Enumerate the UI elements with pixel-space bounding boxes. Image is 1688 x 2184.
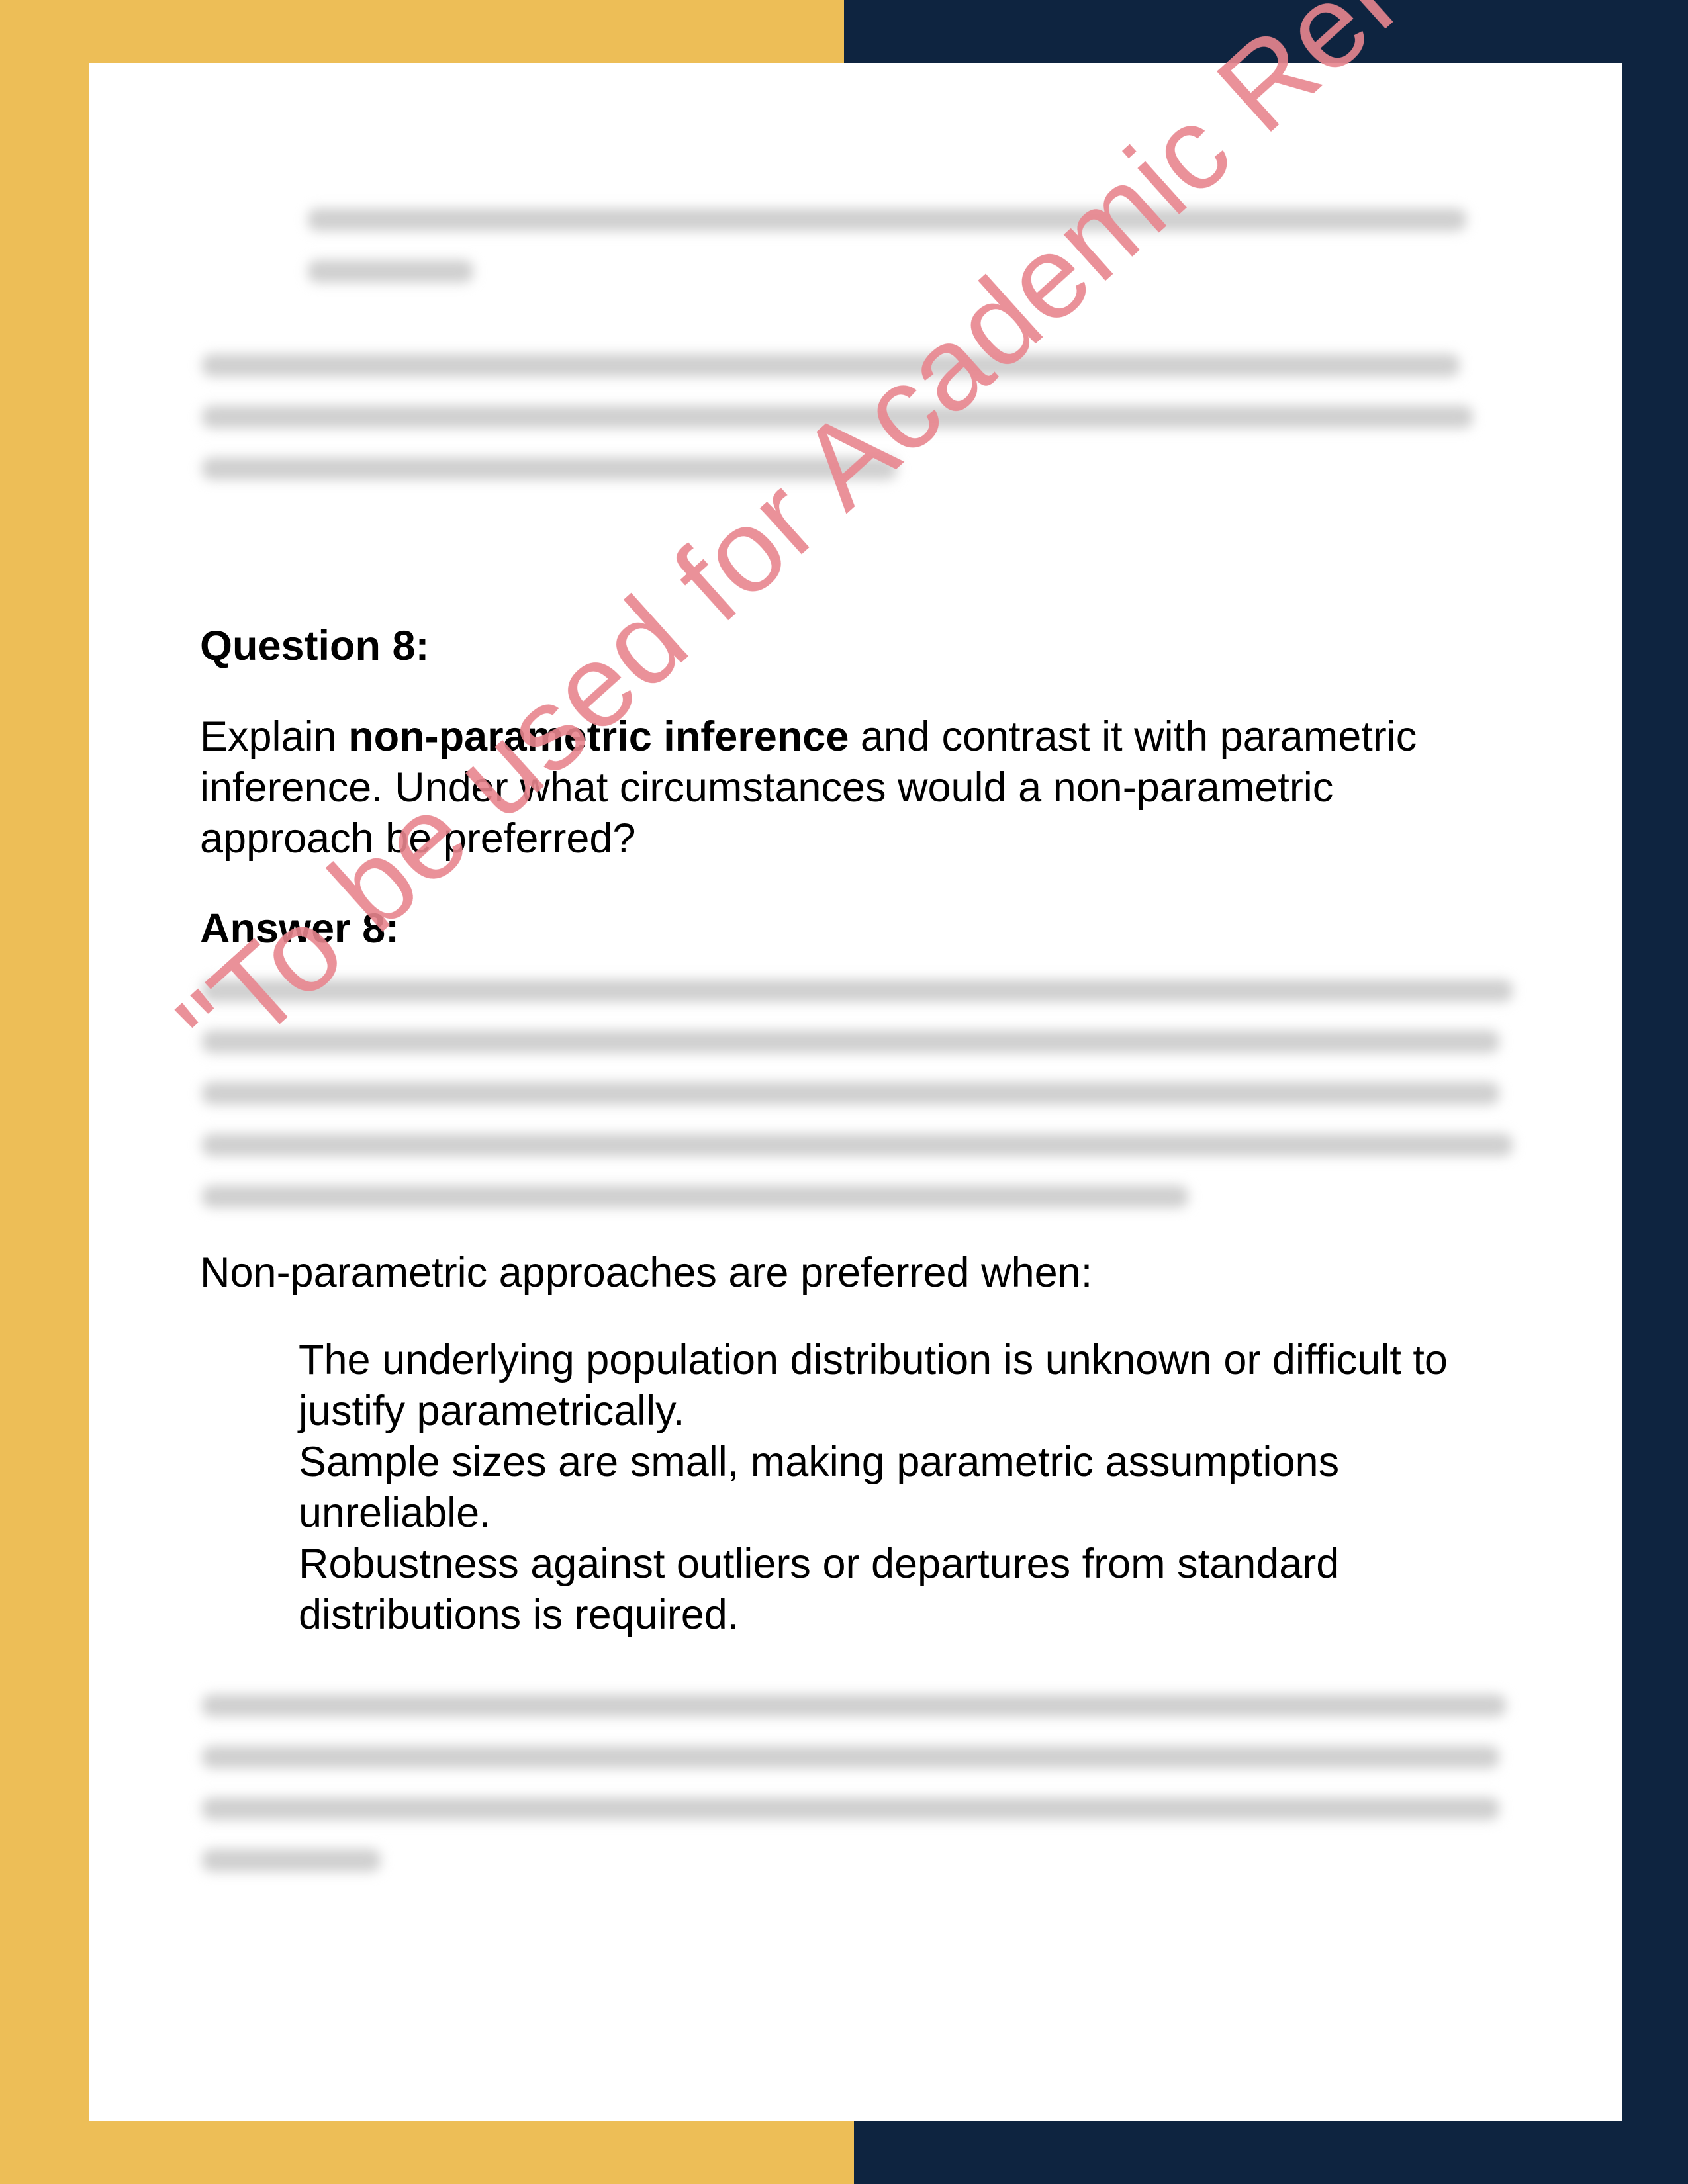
condition-item: Sample sizes are small, making parametric assumptions unreliable. <box>299 1439 1340 1536</box>
watermark-text: "To be used for Academic <box>154 81 1256 1093</box>
conditions-list <box>299 1335 1483 1641</box>
preferred-intro: Non-parametric approaches are preferred when: <box>200 1250 1093 1296</box>
gold-bottom-strip <box>0 2118 854 2184</box>
question-term: non-parametric inference <box>348 713 849 760</box>
question-text-rest: and contrast it with parametric inference. Under what circumstances would a non-parametric approach be preferred? <box>200 713 1417 862</box>
condition-item: Robustness against outliers or departures from standard distributions is required. <box>299 1541 1340 1638</box>
question-title: Question 8: <box>200 623 430 669</box>
condition-item: The underlying population distribution is unknown or difficult to justify parametrically. <box>299 1337 1448 1434</box>
answer-title: Answer 8: <box>200 905 400 952</box>
question-text-start: Explain <box>200 713 349 760</box>
